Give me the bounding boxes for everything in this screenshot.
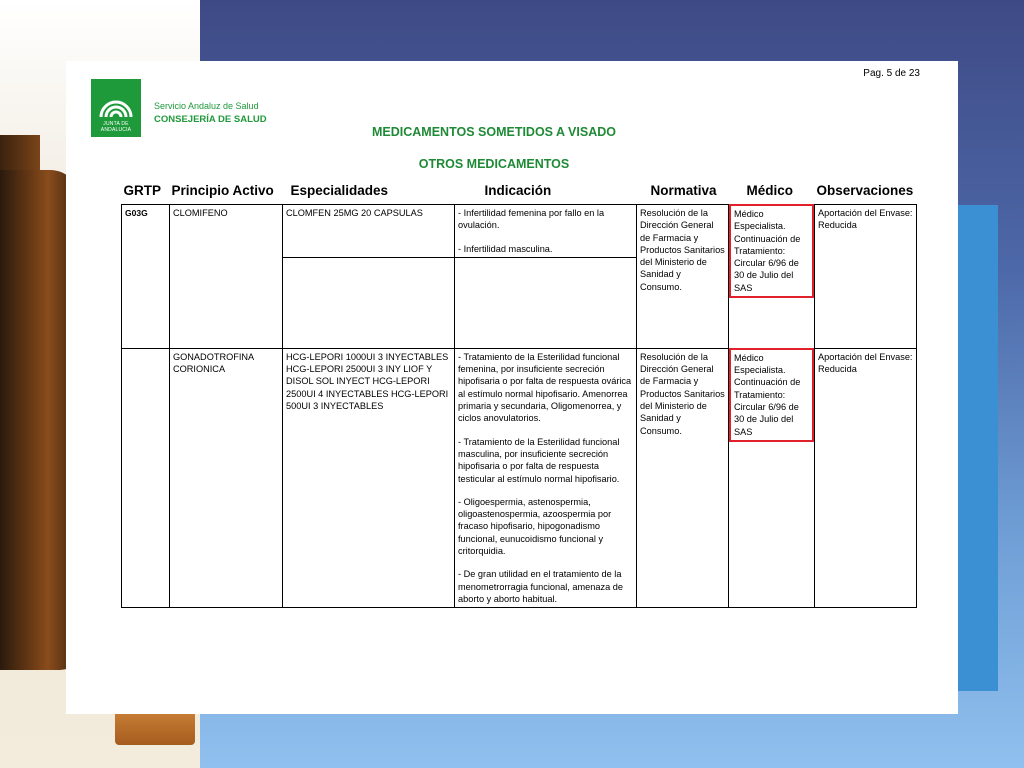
header-especialidades: Especialidades [290,183,389,198]
indicacion-item: - Infertilidad femenina por fallo en la ovulación. [458,208,605,231]
cell-especialidades: CLOMFEN 25MG 20 CAPSULAS [283,205,455,258]
page-number: Pag. 5 de 23 [863,68,920,79]
cell-empty [455,257,637,348]
header-grtp: GRTP [123,183,162,198]
indicacion-item: - Tratamiento de la Esterilidad funcional femenina, por insuficiente secreción hipofisaria o por falta de respuesta ovárica al estímulo normal hipofisario. Amenorrea primaria y secundaria, Oligomenorrea, y ciclos anovulatorios. [458,351,632,424]
cell-principio: CLOMIFENO [170,205,283,349]
logo-motto: JUNTA DE ANDALUCIA [100,121,132,133]
table-header-row [122,181,917,205]
indicacion-item: - Infertilidad masculina. [458,243,553,254]
table-row [122,348,917,607]
indicacion-item: - Oligoespermia, astenospermia, oligoastenospermia, azoospermia por fracaso hipofisario, hipogonadismo funcional, eunucoidismo funcional y critorquidia. [458,496,612,557]
agency-line2: CONSEJERÍA DE SALUD [154,114,267,125]
table-row [122,205,917,258]
cell-indicacion [455,205,637,258]
cell-grtp: G03G [122,205,170,349]
medico-highlight-box: Médico Especialista. Continuación de Tratamiento: Circular 6/96 de 30 de Julio del SAS [732,207,811,295]
indicacion-item: - Tratamiento de la Esterilidad funcional masculina, por insuficiente secreción hipofisaria o por falta de respuesta testicular al estímulo normal hipofisario. [458,436,620,484]
cell-medico [729,205,815,349]
cell-empty [283,257,455,348]
cell-normativa: Resolución de la Dirección General de Farmacia y Productos Sanitarios del Ministerio de Sanidad y Consumo. [637,205,729,349]
medico-highlight-box: Médico Especialista. Continuación de Tratamiento: Circular 6/96 de 30 de Julio del SAS [732,351,811,439]
medications-table [121,181,917,608]
document-title: MEDICAMENTOS SOMETIDOS A VISADO [371,125,616,139]
document-page [66,61,958,714]
cell-observaciones: Aportación del Envase: Reducida [815,205,917,349]
cell-medico [729,348,815,607]
header-medico: Médico [746,183,794,198]
document-subtitle: OTROS MEDICAMENTOS [418,157,570,171]
cell-observaciones: Aportación del Envase: Reducida [815,348,917,607]
arch-logo-icon [91,79,141,123]
agency-line1: Servicio Andaluz de Salud [154,101,259,111]
cell-principio: GONADOTROFINA CORIONICA [170,348,283,607]
header-principio: Principio Activo [171,183,274,198]
header-observaciones: Observaciones [816,183,914,198]
header-indicacion: Indicación [484,183,552,198]
cell-indicacion [455,348,637,607]
cell-normativa: Resolución de la Dirección General de Farmacia y Productos Sanitarios del Ministerio de Sanidad y Consumo. [637,348,729,607]
agency-name [154,100,267,126]
cell-grtp [122,348,170,607]
indicacion-item: - De gran utilidad en el tratamiento de la menometrorragia funcional, amenaza de aborto y aborto habitual. [458,569,623,604]
cell-especialidades: HCG-LEPORI 1000UI 3 INYECTABLES HCG-LEPORI 2500UI 3 INY LIOF Y DISOL SOL INYECT HCG-LEPORI 2500UI 4 INYECTABLES HCG-LEPORI 500UI 3 INYECTABLES [283,348,455,607]
header-normativa: Normativa [650,183,717,198]
